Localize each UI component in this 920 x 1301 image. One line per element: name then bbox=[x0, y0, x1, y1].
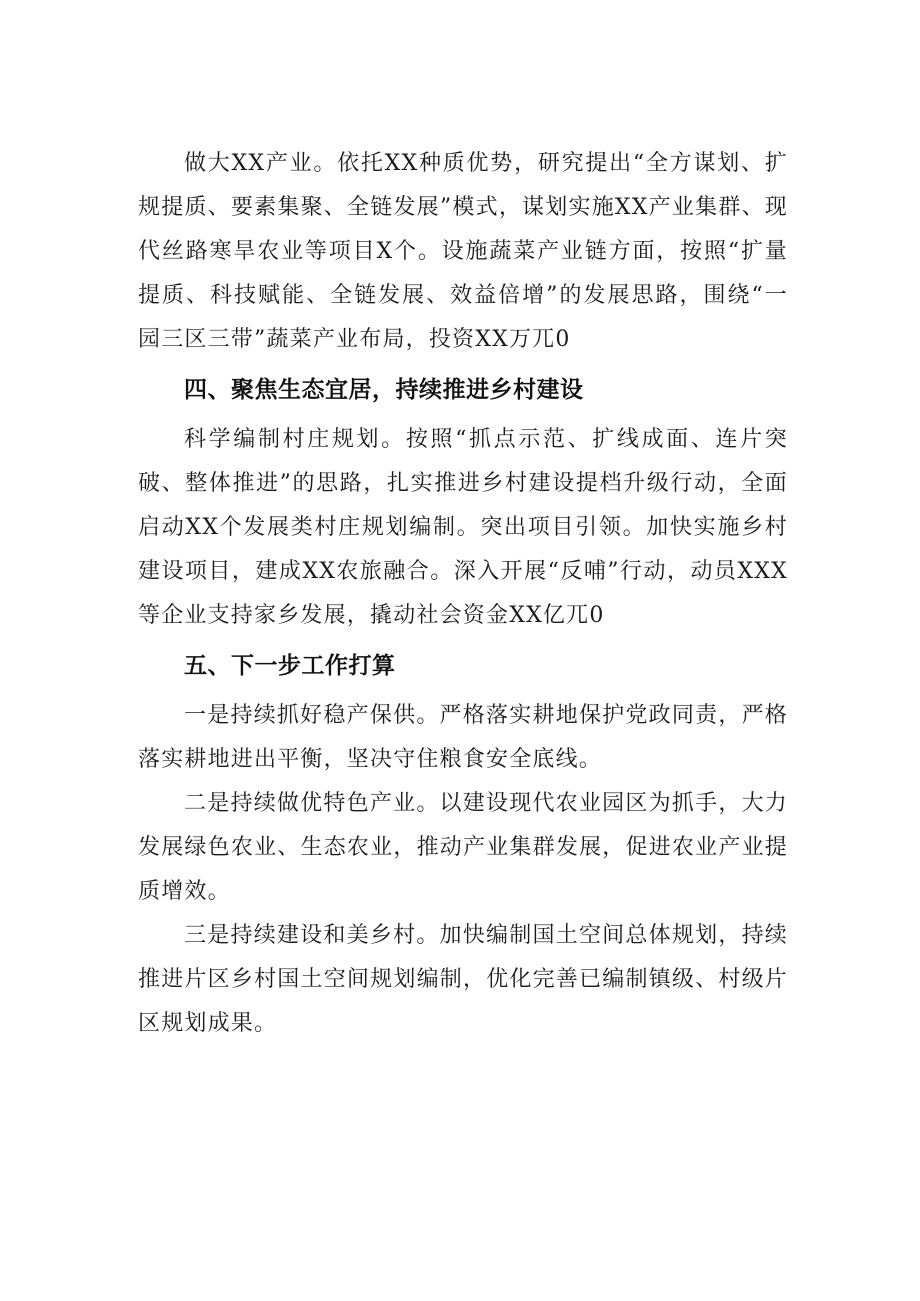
paragraph-stable-supply: 一是持续抓好稳产保供。严格落实耕地保护党政同责，严格落实耕地进出平衡，坚决守住粮食安全底线。 bbox=[138, 703, 788, 772]
paragraph-specialty-industry: 二是持续做优特色产业。以建设现代农业园区为抓手，大力发展绿色农业、生态农业，推动产业集群发展，促进农业产业提质增效。 bbox=[138, 791, 788, 904]
paragraph-industry-expansion: 做大XX产业。依托XX种质优势，研究提出“全方谋划、扩规提质、要素集聚、全链发展”模式，谋划实施XX产业集群、现代丝路寒旱农业等项目X个。设施蔬菜产业链方面，按照“扩量提质、科技赋能、全链发展、效益倍增”的发展思路，围绕“一园三区三带”蔬菜产业布局，投资XX万兀0 bbox=[138, 151, 788, 352]
paragraph-beautiful-village: 三是持续建设和美乡村。加快编制国土空间总体规划，持续推进片区乡村国土空间规划编制，优化完善已编制镇级、村级片区规划成果。 bbox=[138, 923, 788, 1036]
section-heading-next-steps: 五、下一步工作打算 bbox=[184, 653, 396, 679]
section-heading-rural-construction: 四、聚焦生态宜居，持续推进乡村建设 bbox=[184, 377, 584, 403]
document-body bbox=[138, 142, 788, 1046]
paragraph-village-planning: 科学编制村庄规划。按照“抓点示范、扩线成面、连片突破、整体推进”的思路，扎实推进乡村建设提档升级行动，全面启动XX个发展类村庄规划编制。突出项目引领。加快实施乡村建设项目，建成XX农旅融合。深入开展“反哺”行动，动员XXX等企业支持家乡发展，撬动社会资金XX亿兀0 bbox=[138, 427, 788, 628]
